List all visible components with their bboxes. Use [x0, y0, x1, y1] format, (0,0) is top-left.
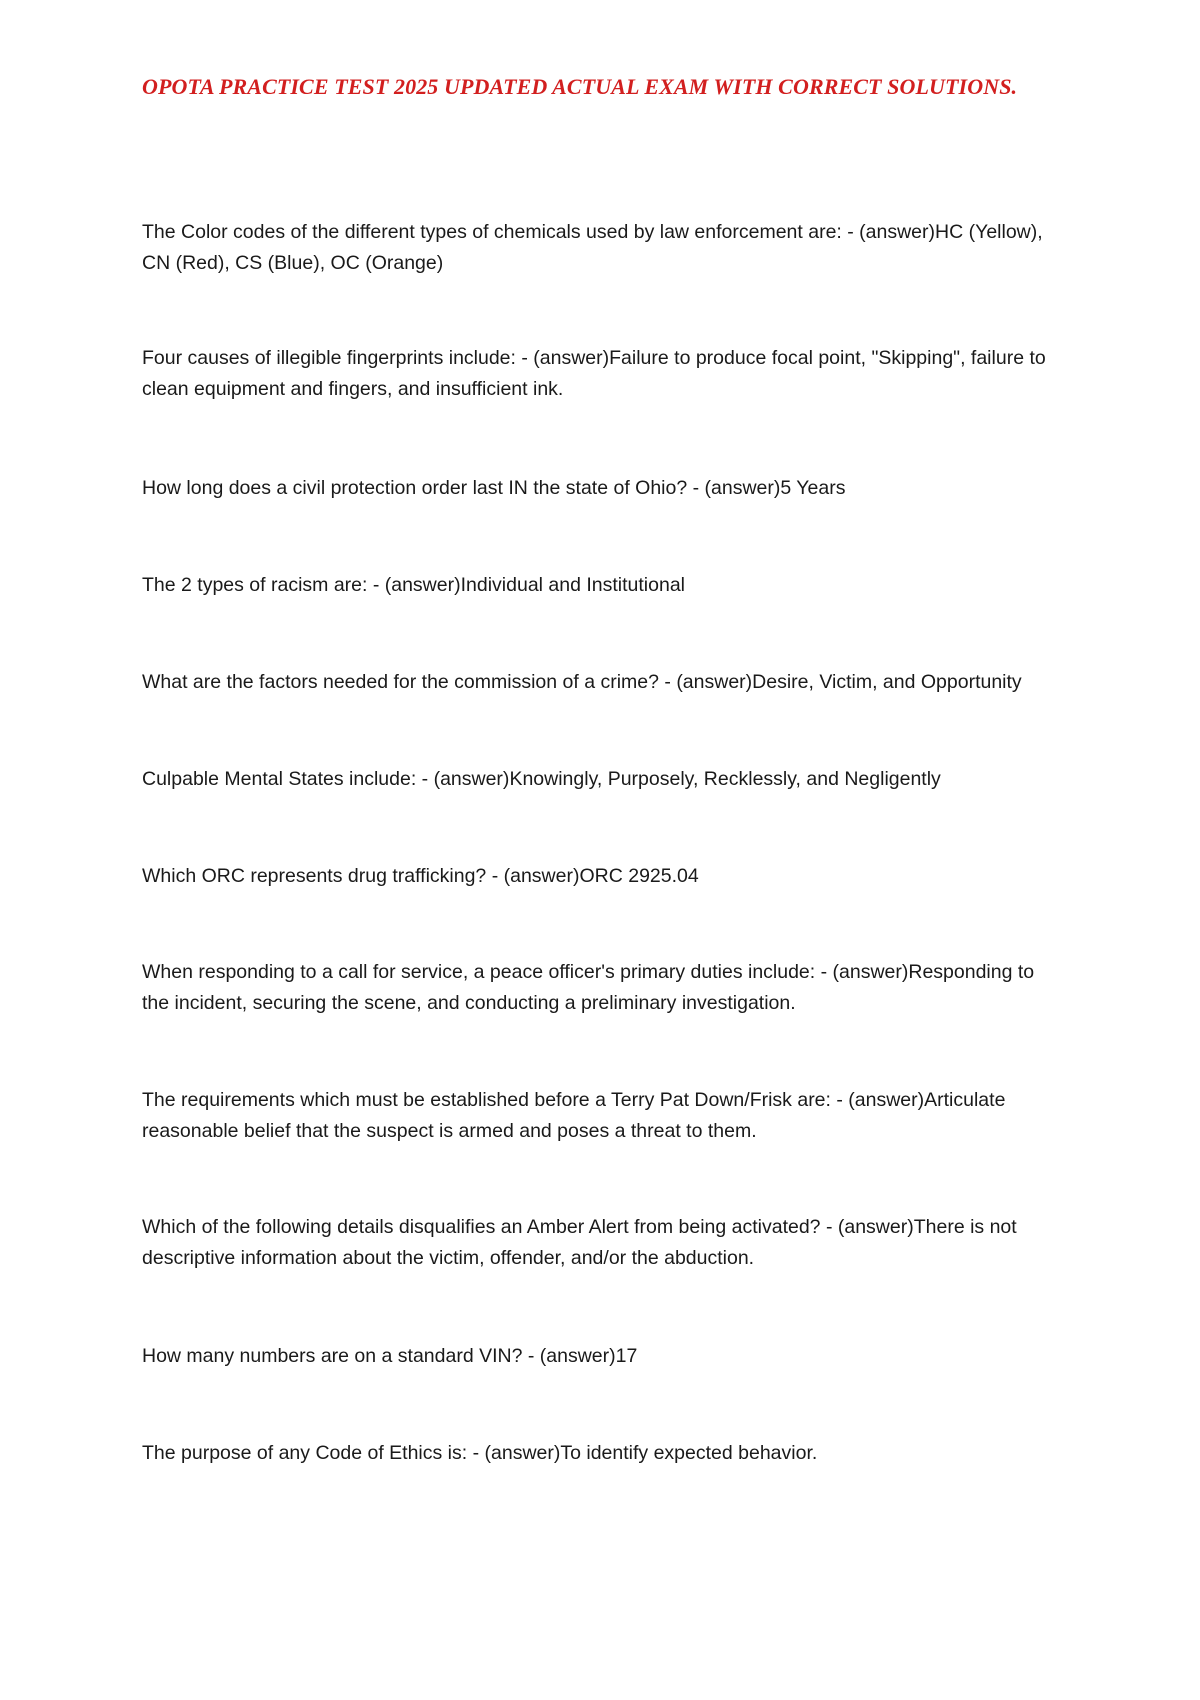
qa-item — [142, 667, 1062, 698]
qa-item — [142, 217, 1062, 279]
document-title: OPOTA PRACTICE TEST 2025 UPDATED ACTUAL EXAM WITH CORRECT SOLUTIONS. — [142, 74, 1018, 99]
answer-text: Responding to the incident, securing the scene, and conducting a preliminary investigation. — [142, 961, 1035, 1014]
question-text: The 2 types of racism are: - (answer) — [142, 574, 461, 596]
qa-item — [142, 1085, 1062, 1147]
question-text: How long does a civil protection order last IN the state of Ohio? - (answer) — [142, 477, 781, 499]
question-text: Culpable Mental States include: - (answer) — [142, 768, 510, 790]
question-text: The Color codes of the different types of chemicals used by law enforcement are: - (answer) — [142, 221, 936, 243]
qa-item — [142, 957, 1062, 1019]
qa-item — [142, 343, 1062, 405]
answer-text: To identify expected behavior. — [560, 1442, 818, 1464]
answer-text: Desire, Victim, and Opportunity — [752, 671, 1022, 693]
answer-text: HC (Yellow), CN (Red), CS (Blue), OC (Orange) — [142, 221, 1043, 274]
question-text: Which of the following details disqualifies an Amber Alert from being activated? - (answer) — [142, 1216, 914, 1238]
qa-item — [142, 1341, 1062, 1372]
question-text: What are the factors needed for the commission of a crime? - (answer) — [142, 671, 753, 693]
question-text: How many numbers are on a standard VIN? - (answer) — [142, 1345, 616, 1367]
answer-text: ORC 2925.04 — [579, 865, 699, 887]
question-text: When responding to a call for service, a peace officer's primary duties include: - (answer) — [142, 961, 909, 983]
qa-item — [142, 764, 1062, 795]
question-text: Which ORC represents drug trafficking? - (answer) — [142, 865, 580, 887]
question-text: Four causes of illegible fingerprints include: - (answer) — [142, 347, 610, 369]
qa-item — [142, 1212, 1062, 1274]
answer-text: 17 — [615, 1345, 638, 1367]
answer-text: Failure to produce focal point, "Skipping", failure to clean equipment and fingers, and insufficient ink. — [142, 347, 1046, 400]
qa-item — [142, 1438, 1062, 1469]
qa-item — [142, 473, 1062, 504]
qa-item — [142, 861, 1062, 892]
question-text: The requirements which must be established before a Terry Pat Down/Frisk are: - (answer) — [142, 1089, 925, 1111]
qa-item — [142, 570, 1062, 601]
answer-text: Individual and Institutional — [460, 574, 686, 596]
answer-text: Knowingly, Purposely, Recklessly, and Negligently — [509, 768, 941, 790]
answer-text: There is not descriptive information about the victim, offender, and/or the abduction. — [142, 1216, 1017, 1269]
question-text: The purpose of any Code of Ethics is: - (answer) — [142, 1442, 561, 1464]
answer-text: Articulate reasonable belief that the suspect is armed and poses a threat to them. — [142, 1089, 1006, 1142]
answer-text: 5 Years — [780, 477, 846, 499]
